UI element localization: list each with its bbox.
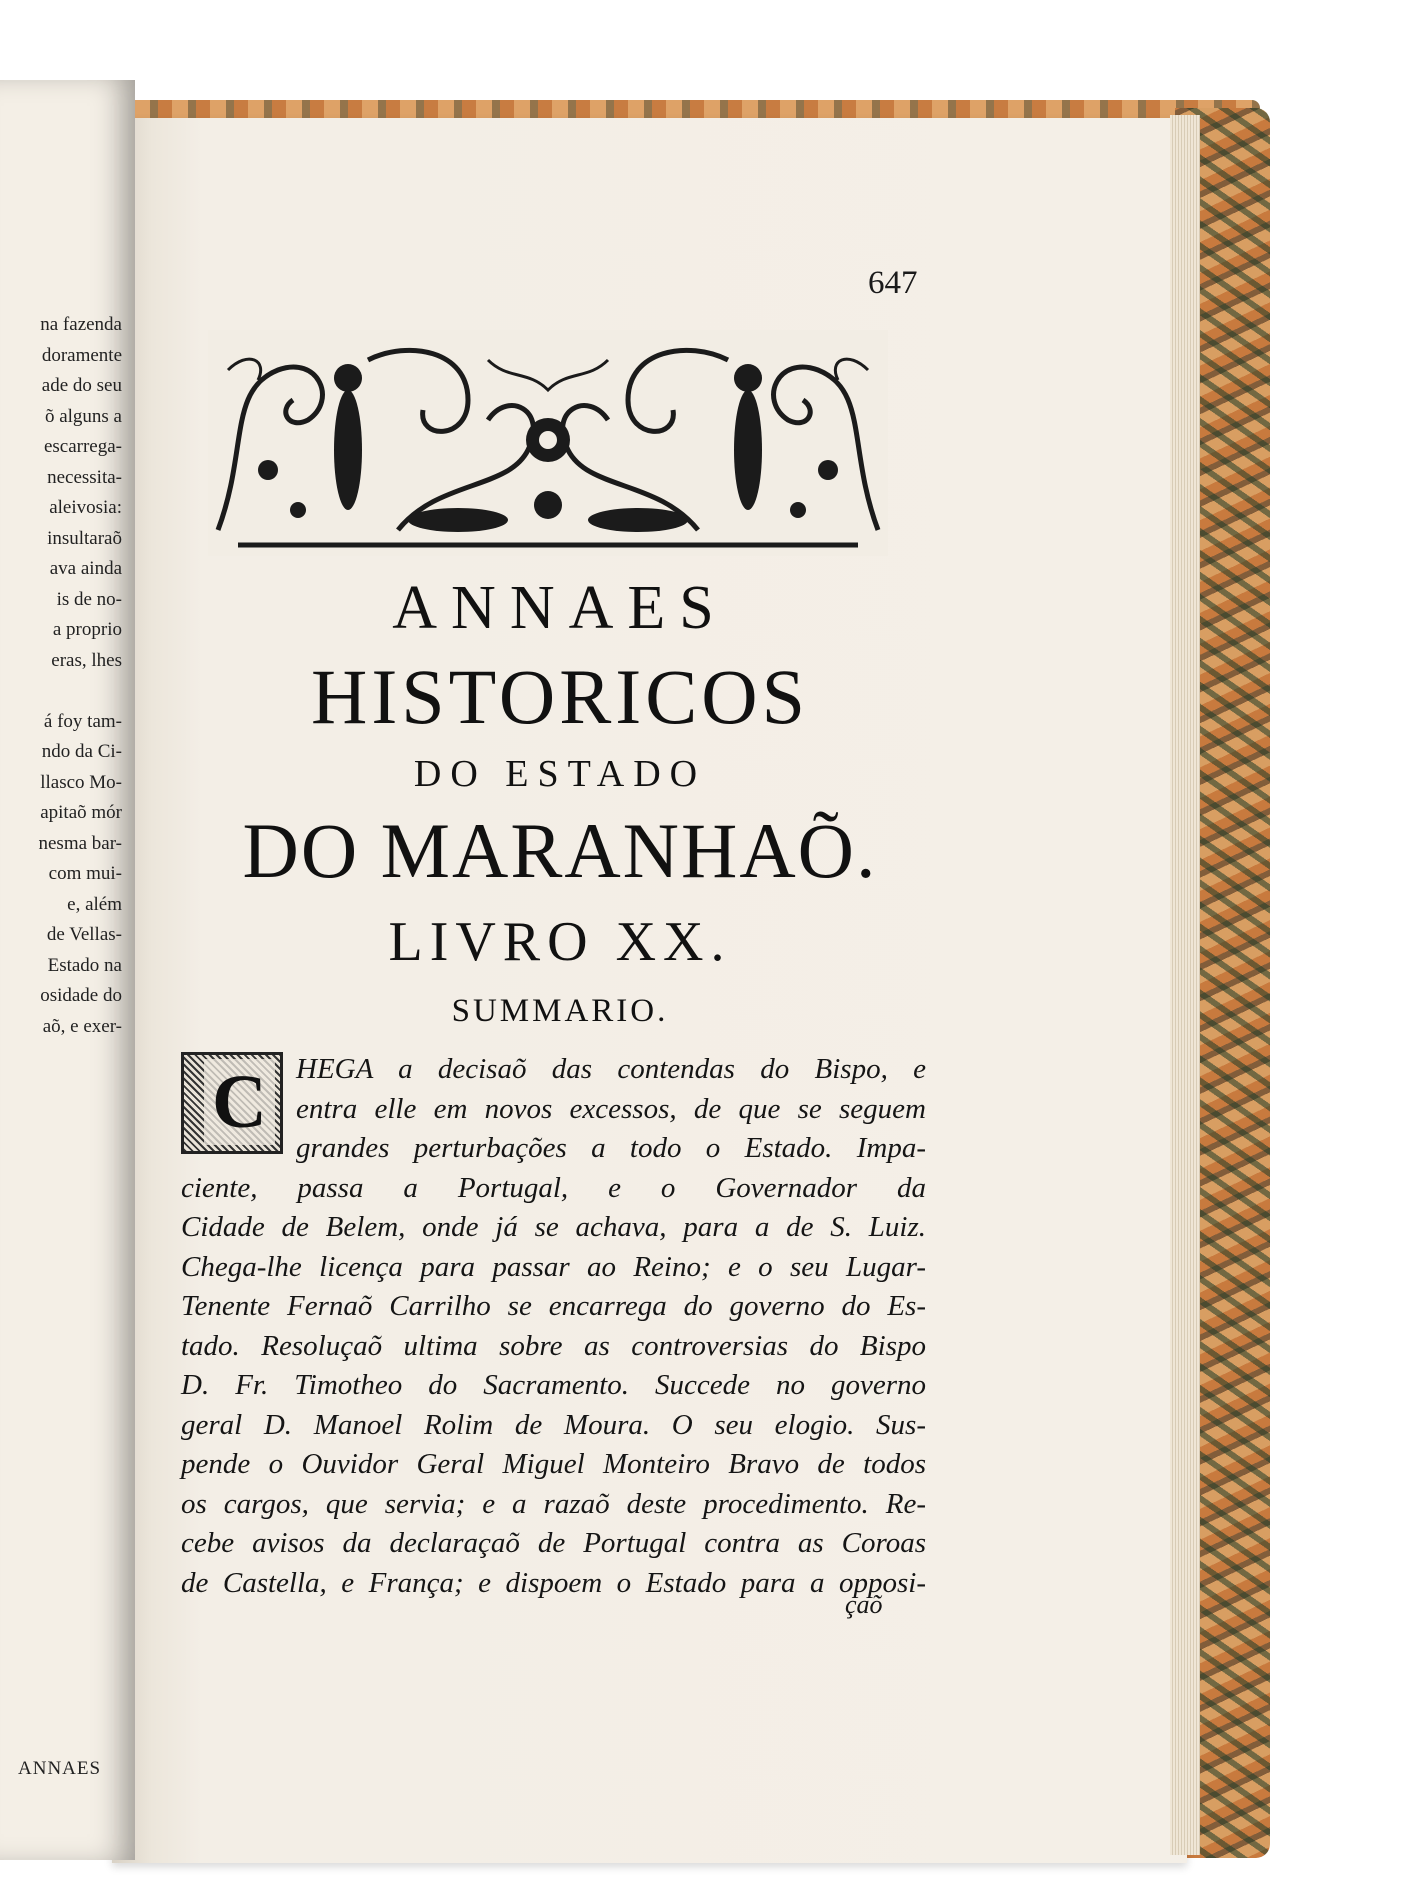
left-line: ndo da Ci- xyxy=(41,741,122,762)
decorated-initial xyxy=(181,1052,283,1154)
left-line: ava ainda xyxy=(49,558,122,579)
summary-text xyxy=(181,1050,926,1603)
left-line: necessita- xyxy=(47,466,122,488)
summary-line: geral D. Manoel Rolim de Moura. O seu elogio. Sus- xyxy=(181,1408,926,1441)
left-line: de Vellas- xyxy=(46,924,122,945)
title-line-annaes: ANNAES xyxy=(392,574,728,642)
summary-line: entra elle em novos excessos, de que se seguem xyxy=(296,1092,926,1125)
left-line: a proprio xyxy=(52,619,122,640)
summary-line: de Castella, e França; e dispoem o Estado para a opposi- xyxy=(181,1566,926,1599)
summary-line: Cidade de Belem, onde já se achava, para a de S. Luiz. xyxy=(181,1211,926,1243)
summary-line: pende o Ouvidor Geral Miguel Monteiro Bravo de todos xyxy=(181,1448,926,1480)
page-block-edge xyxy=(1170,115,1200,1855)
left-line: ade do seu xyxy=(41,375,122,396)
decorated-initial-letter: C xyxy=(204,1059,275,1145)
summary-line: cebe avisos da declaraçaõ de Portugal contra as Coroas xyxy=(181,1527,926,1559)
left-line: is de no- xyxy=(56,588,122,610)
title-block xyxy=(180,568,940,1036)
summary-line: Tenente Fernaõ Carrilho se encarrega do governo do Es- xyxy=(181,1290,926,1322)
left-line: llasco Mo- xyxy=(40,771,122,793)
summary-heading: SUMMARIO. xyxy=(451,993,669,1029)
summary-line: D. Fr. Timotheo do Sacramento. Succede no governo xyxy=(181,1369,926,1401)
summary-line: os cargos, que servia; e a razaõ deste procedimento. Re- xyxy=(181,1487,926,1520)
summary-line: tado. Resoluçaõ ultima sobre as controversias do Bispo xyxy=(181,1329,926,1362)
left-line: doramente xyxy=(41,344,122,366)
left-line: apitaõ mór xyxy=(40,802,122,823)
left-line: Estado na xyxy=(47,954,122,976)
left-page-text xyxy=(2,310,122,1042)
left-line: insultaraõ xyxy=(47,527,122,549)
left-line: nesma bar- xyxy=(38,832,122,854)
summary-line: grandes perturbações a todo o Estado. Impa- xyxy=(296,1132,926,1164)
left-line: aleivosia: xyxy=(49,497,122,518)
title-line-historicos: HISTORICOS xyxy=(311,653,809,740)
summary-line: HEGA a decisaõ das contendas do Bispo, e xyxy=(296,1053,926,1085)
left-line: e, além xyxy=(67,893,122,915)
left-line: á foy tam- xyxy=(43,710,122,732)
summary-line: Chega-lhe licença para passar ao Reino; e o seu Lugar- xyxy=(181,1250,926,1283)
left-line: com mui- xyxy=(48,863,122,884)
left-line xyxy=(2,676,122,707)
left-catchword: ANNAES xyxy=(18,1758,102,1779)
summary-line: ciente, passa a Portugal, e o Governador da xyxy=(181,1171,926,1204)
title-line-do-estado: DO ESTADO xyxy=(413,753,707,795)
page-number: 647 xyxy=(868,265,918,301)
woodcut-headpiece-ornament xyxy=(208,330,888,556)
left-line: escarrega- xyxy=(43,436,122,457)
left-line: aõ, e exer- xyxy=(42,1015,122,1037)
title-line-maranhao: DO MARANHAÕ. xyxy=(242,807,878,894)
catchword: çaõ xyxy=(845,1590,883,1619)
left-line: osidade do xyxy=(40,985,122,1006)
book-number-heading: LIVRO XX. xyxy=(388,911,732,973)
left-line: eras, lhes xyxy=(51,649,122,671)
left-line: na fazenda xyxy=(40,314,122,335)
left-line: õ alguns a xyxy=(44,405,122,427)
